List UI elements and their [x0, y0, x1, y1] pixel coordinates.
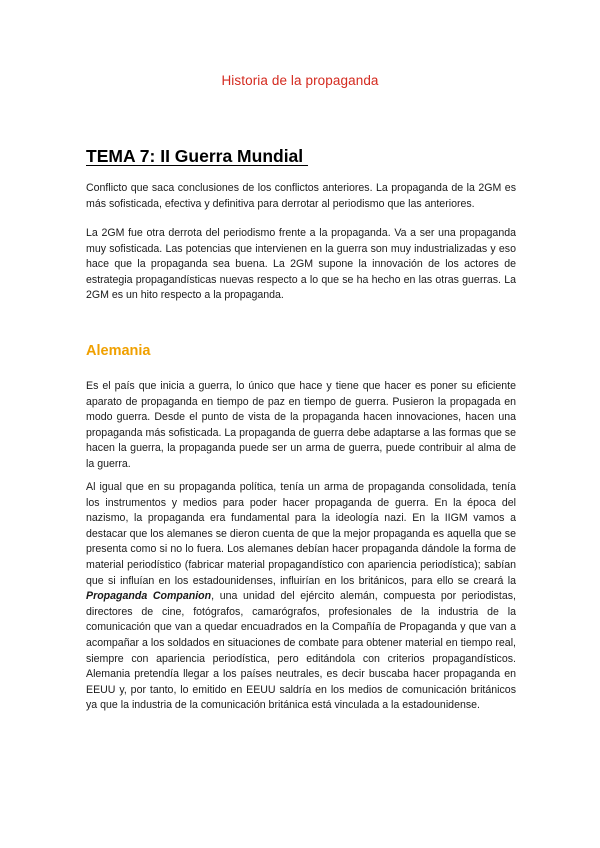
second-paragraph: La 2GM fue otra derrota del periodismo frente a la propaganda. Va a ser una propaganda muy sofisticada. Las potencias que intervienen en la guerra son muy industrializadas y eso hace que la propaganda sea buena. La 2GM supone la innovación de los actores de estrategia propagandísticas nuevas respecto a lo que se ha hecho en las otras guerras. La 2GM es un hito respecto a la propaganda. — [86, 227, 516, 302]
propaganda-companion-emphasis: Propaganda Companion — [86, 590, 212, 603]
alemania-paragraph-2 — [86, 480, 516, 714]
section-heading-alemania: Alemania — [86, 343, 151, 359]
chapter-heading: TEMA 7: II Guerra Mundial — [86, 146, 309, 166]
document-header-title: Historia de la propaganda — [221, 73, 379, 88]
intro-paragraph: Conflicto que saca conclusiones de los conflictos anteriores. La propaganda de la 2GM es más sofisticada, efectiva y definitiva para derrotar al periodismo que las anteriores. — [86, 182, 516, 210]
alemania-paragraph-2-text-before: Al igual que en su propaganda política, tenía un arma de propaganda consolidada, tenía los instrumentos y medios para poder hacer propaganda de guerra. En la época del nazismo, la propaganda era fundamental para la ideología nazi. En la IIGM vamos a destacar que los alemanes se dieron cuenta de que la mejor propaganda es aquella que se presenta como si no lo fuera. Los alemanes debían hacer propaganda dándole la forma de material periodístico (fabricar material propagandístico con apariencia periodística); sabían que si influían en los estadounidenses, influirían en los británicos, para ello se creará la — [86, 481, 516, 587]
alemania-paragraph-1: Es el país que inicia a guerra, lo único que hace y tiene que hacer es poner su eficiente aparato de propaganda en tiempo de paz en tiempo de guerra. Pusieron la propagada en modo guerra. Desde el punto de vista de la propaganda hacen innovaciones, hacen una propaganda más sofisticada. La propaganda de guerra debe adaptarse a las formas que se hacen la guerra, la propaganda puede ser un arma de guerra, puede contribuir al alma de la guerra. — [86, 380, 516, 470]
alemania-paragraph-2-text-after: , una unidad del ejército alemán, compuesta por periodistas, directores de cine, fotógrafos, camarógrafos, profesionales de la industria de la comunicación que van a quedar encuadrados en la Compañía de Propaganda y que van a acompañar a los soldados en situaciones de combate para obtener material en tiempo real, siempre con apariencia periodística, pero editándola con criterios propagandísticos. Alemania pretendía llegar a los países neutrales, es decir buscaba hacer propaganda en EEUU y, por tanto, lo emitido en EEUU saldría en los medios de comunicación británicos ya que la industria de la comunicación británica está vinculada a la estadounidense. — [86, 590, 516, 712]
